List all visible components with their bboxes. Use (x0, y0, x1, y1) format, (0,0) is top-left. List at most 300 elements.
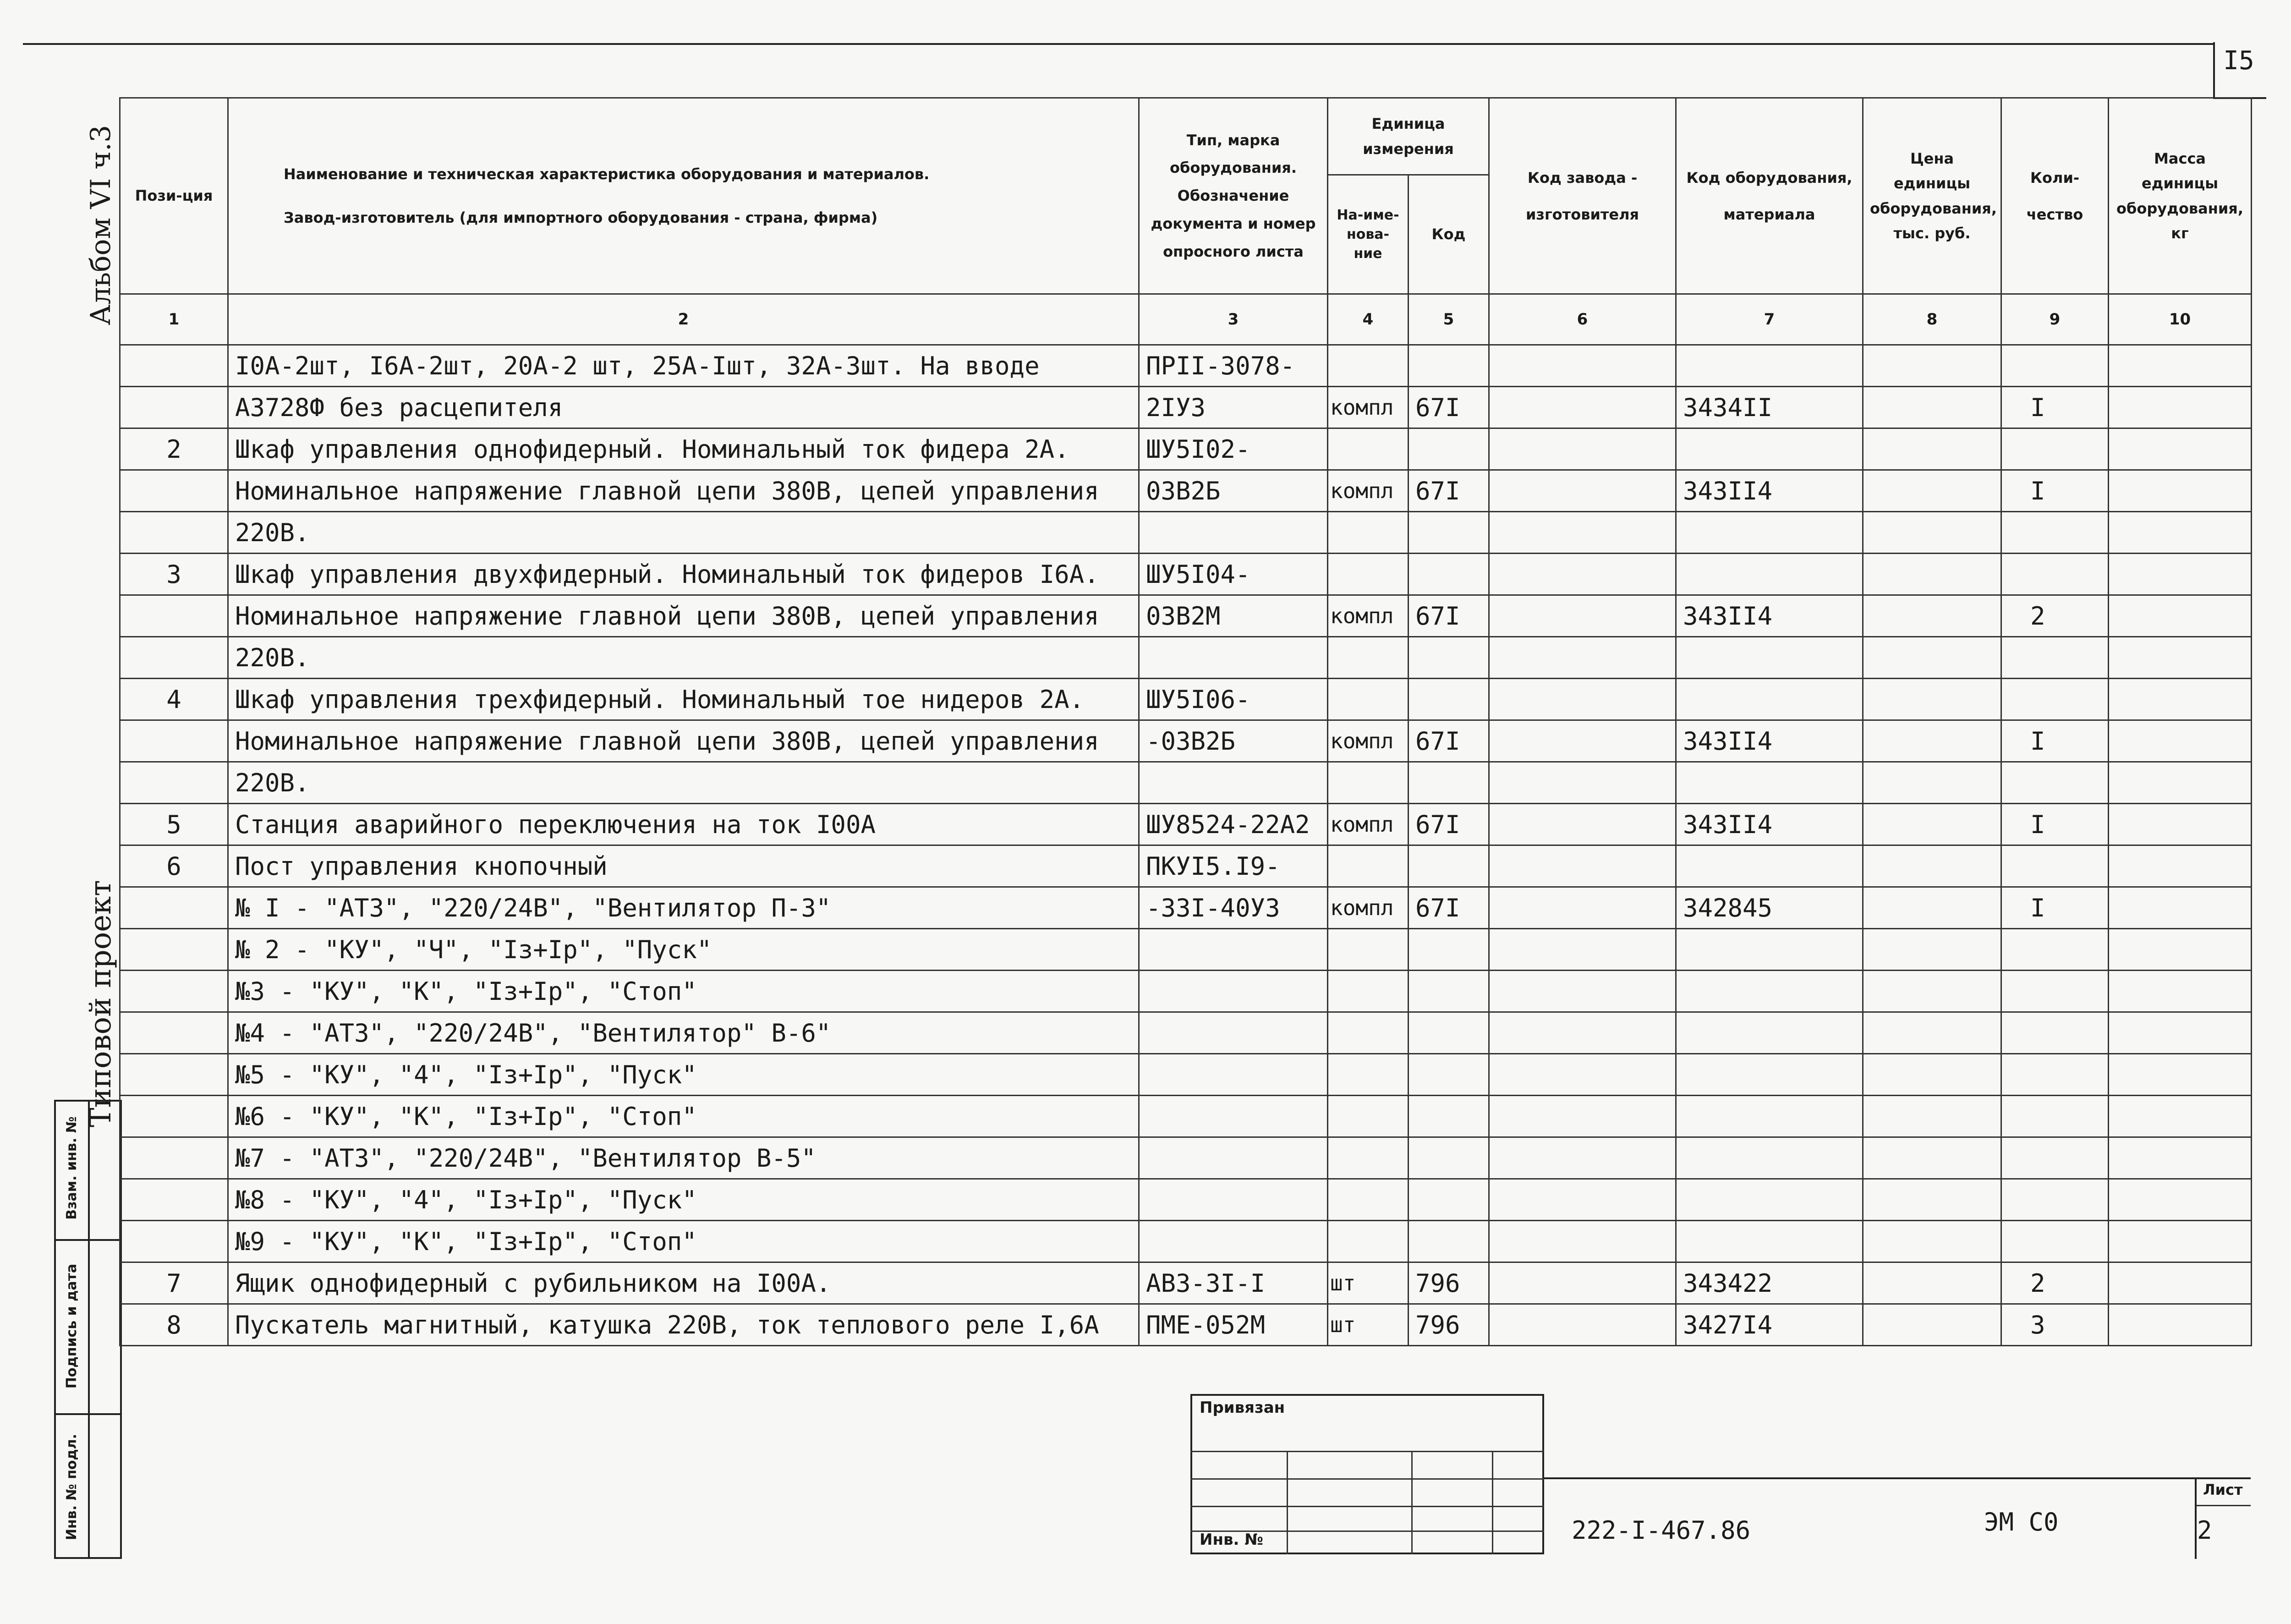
unit-code-cell (1409, 1012, 1489, 1054)
qty-cell: I (2001, 887, 2109, 929)
mass-cell (2109, 387, 2252, 428)
type-cell (1139, 1179, 1328, 1221)
type-cell (1139, 971, 1328, 1012)
table-row (120, 887, 2252, 929)
table-row (120, 971, 2252, 1012)
header-mass: Масса единицы оборудования, кг (2109, 98, 2252, 294)
type-cell: ПКУI5.I9- (1139, 845, 1328, 887)
table-row (120, 679, 2252, 720)
header-unit-name: На-име-нова-ние (1328, 175, 1409, 294)
plant-code-cell (1489, 887, 1676, 929)
equip-code-cell (1676, 1179, 1863, 1221)
equip-code-cell: 342845 (1676, 887, 1863, 929)
plant-code-cell (1489, 720, 1676, 762)
name-cell: Ящик однофидерный с рубильником на I00А. (228, 1262, 1139, 1304)
position-cell (120, 345, 228, 387)
unit-name-cell (1328, 345, 1409, 387)
unit-name-cell (1328, 1221, 1409, 1262)
price-cell (1863, 512, 2001, 554)
qty-cell (2001, 512, 2109, 554)
header-price: Цена единицы оборудования, тыс. руб. (1863, 98, 2001, 294)
mass-cell (2109, 637, 2252, 679)
type-cell (1139, 1096, 1328, 1137)
price-cell (1863, 720, 2001, 762)
qty-cell (2001, 929, 2109, 971)
col-number: 2 (228, 294, 1139, 345)
name-cell: № I - "АТЗ", "220/24В", "Вентилятор П-3" (228, 887, 1139, 929)
name-cell: Станция аварийного переключения на ток I00А (228, 804, 1139, 845)
qty-cell (2001, 1012, 2109, 1054)
mass-cell (2109, 1221, 2252, 1262)
qty-cell (2001, 637, 2109, 679)
mass-cell (2109, 804, 2252, 845)
plant-code-cell (1489, 554, 1676, 595)
col-number: 1 (120, 294, 228, 345)
table-row (120, 1054, 2252, 1096)
type-cell: 2IУ3 (1139, 387, 1328, 428)
type-cell (1139, 1221, 1328, 1262)
name-cell: Номинальное напряжение главной цепи 380В, цепей управления (228, 470, 1139, 512)
qty-cell (2001, 345, 2109, 387)
mass-cell (2109, 345, 2252, 387)
unit-code-cell (1409, 929, 1489, 971)
plant-code-cell (1489, 762, 1676, 804)
specification-table (119, 97, 2252, 1346)
equip-code-cell (1676, 1096, 1863, 1137)
price-cell (1863, 1137, 2001, 1179)
unit-name-cell: компл (1328, 387, 1409, 428)
type-cell (1139, 929, 1328, 971)
unit-code-cell: 796 (1409, 1304, 1489, 1346)
bound-label: Привязан (1200, 1399, 1285, 1417)
plant-code-cell (1489, 971, 1676, 1012)
unit-code-cell (1409, 1221, 1489, 1262)
type-cell: -33I-40У3 (1139, 887, 1328, 929)
plant-code-cell (1489, 1137, 1676, 1179)
equip-code-cell (1676, 512, 1863, 554)
unit-code-cell: 796 (1409, 1262, 1489, 1304)
plant-code-cell (1489, 470, 1676, 512)
name-cell: 220В. (228, 762, 1139, 804)
unit-name-cell (1328, 762, 1409, 804)
unit-code-cell (1409, 554, 1489, 595)
type-cell: -03В2Б (1139, 720, 1328, 762)
qty-cell: I (2001, 720, 2109, 762)
mass-cell (2109, 845, 2252, 887)
header-equip-code: Код оборудования, материала (1676, 98, 1863, 294)
name-cell: 220В. (228, 637, 1139, 679)
plant-code-cell (1489, 1221, 1676, 1262)
unit-code-cell (1409, 679, 1489, 720)
qty-cell: I (2001, 470, 2109, 512)
equip-code-cell (1676, 762, 1863, 804)
qty-cell: I (2001, 804, 2109, 845)
table-row (120, 762, 2252, 804)
header-qty: Коли-чество (2001, 98, 2109, 294)
qty-cell (2001, 1137, 2109, 1179)
unit-name-cell: компл (1328, 470, 1409, 512)
name-cell: №7 - "АТЗ", "220/24В", "Вентилятор В-5" (228, 1137, 1139, 1179)
inv-orig-label: Инв. № подл. (64, 1433, 80, 1541)
position-cell (120, 971, 228, 1012)
table-row (120, 428, 2252, 470)
mass-cell (2109, 1054, 2252, 1096)
name-cell: №9 - "КУ", "К", "Iз+Iр", "Стоп" (228, 1221, 1139, 1262)
document-designation: 222-I-467.86 (1572, 1516, 1751, 1545)
plant-code-cell (1489, 845, 1676, 887)
position-cell (120, 887, 228, 929)
table-row (120, 1262, 2252, 1304)
equip-code-cell (1676, 845, 1863, 887)
plant-code-cell (1489, 1012, 1676, 1054)
equip-code-cell (1676, 637, 1863, 679)
plant-code-cell (1489, 1304, 1676, 1346)
position-cell: 5 (120, 804, 228, 845)
plant-code-cell (1489, 804, 1676, 845)
qty-cell: 2 (2001, 595, 2109, 637)
position-cell (120, 1012, 228, 1054)
unit-name-cell (1328, 637, 1409, 679)
unit-name-cell (1328, 1137, 1409, 1179)
position-cell (120, 1179, 228, 1221)
price-cell (1863, 1304, 2001, 1346)
equip-code-cell: 343II4 (1676, 804, 1863, 845)
name-cell: №4 - "АТЗ", "220/24В", "Вентилятор" В-6" (228, 1012, 1139, 1054)
mass-cell (2109, 1096, 2252, 1137)
equip-code-cell (1676, 929, 1863, 971)
mass-cell (2109, 470, 2252, 512)
col-number: 9 (2001, 294, 2109, 345)
unit-code-cell (1409, 512, 1489, 554)
position-cell (120, 1054, 228, 1096)
inv-number-label: Инв. № (1200, 1531, 1264, 1549)
price-cell (1863, 804, 2001, 845)
price-cell (1863, 1096, 2001, 1137)
top-rule (23, 43, 2213, 45)
table-row (120, 1012, 2252, 1054)
unit-code-cell (1409, 1096, 1489, 1137)
type-cell: 03В2Б (1139, 470, 1328, 512)
header-name (228, 98, 1139, 294)
type-cell (1139, 637, 1328, 679)
unit-name-cell (1328, 1096, 1409, 1137)
unit-code-cell: 67I (1409, 470, 1489, 512)
name-cell: Шкаф управления трехфидерный. Номинальный тое нидеров 2А. (228, 679, 1139, 720)
price-cell (1863, 345, 2001, 387)
type-cell (1139, 1137, 1328, 1179)
table-row (120, 1137, 2252, 1179)
header-type: Тип, марка оборудования. Обозначение документа и номер опросного листа (1139, 98, 1328, 294)
type-cell (1139, 1054, 1328, 1096)
name-cell: №8 - "КУ", "4", "Iз+Iр", "Пуск" (228, 1179, 1139, 1221)
unit-code-cell: 67I (1409, 595, 1489, 637)
plant-code-cell (1489, 1096, 1676, 1137)
unit-code-cell: 67I (1409, 804, 1489, 845)
position-cell: 8 (120, 1304, 228, 1346)
header-name-line2: Завод-изготовитель (для импортного оборудования - страна, фирма) (284, 208, 878, 226)
header-plant-code: Код завода - изготовителя (1489, 98, 1676, 294)
mass-cell (2109, 512, 2252, 554)
qty-cell: I (2001, 387, 2109, 428)
name-cell: Шкаф управления однофидерный. Номинальный ток фидера 2А. (228, 428, 1139, 470)
plant-code-cell (1489, 512, 1676, 554)
header-unit: Единица измерения (1328, 98, 1489, 175)
price-cell (1863, 387, 2001, 428)
table-row (120, 554, 2252, 595)
position-cell (120, 470, 228, 512)
equip-code-cell: 343II4 (1676, 595, 1863, 637)
table-row (120, 345, 2252, 387)
type-cell: ШУ8524-22А2 (1139, 804, 1328, 845)
name-cell: 220В. (228, 512, 1139, 554)
position-cell (120, 1096, 228, 1137)
col-number: 5 (1409, 294, 1489, 345)
position-cell (120, 595, 228, 637)
unit-name-cell: компл (1328, 595, 1409, 637)
col-number: 7 (1676, 294, 1863, 345)
qty-cell (2001, 1054, 2109, 1096)
unit-code-cell (1409, 1179, 1489, 1221)
unit-code-cell (1409, 762, 1489, 804)
position-cell: 2 (120, 428, 228, 470)
unit-code-cell (1409, 345, 1489, 387)
plant-code-cell (1489, 1262, 1676, 1304)
mass-cell (2109, 929, 2252, 971)
table-row (120, 1179, 2252, 1221)
col-number: 4 (1328, 294, 1409, 345)
equip-code-cell: 343II4 (1676, 470, 1863, 512)
unit-code-cell (1409, 1137, 1489, 1179)
price-cell (1863, 971, 2001, 1012)
col-number: 6 (1489, 294, 1676, 345)
qty-cell (2001, 428, 2109, 470)
header-position: Пози-ция (120, 98, 228, 294)
plant-code-cell (1489, 679, 1676, 720)
equip-code-cell (1676, 971, 1863, 1012)
position-cell (120, 762, 228, 804)
equip-code-cell (1676, 1054, 1863, 1096)
position-cell (120, 929, 228, 971)
type-cell (1139, 1012, 1328, 1054)
mass-cell (2109, 887, 2252, 929)
unit-name-cell: шт (1328, 1262, 1409, 1304)
mass-cell (2109, 1304, 2252, 1346)
position-cell (120, 387, 228, 428)
table-row (120, 595, 2252, 637)
price-cell (1863, 679, 2001, 720)
position-cell: 4 (120, 679, 228, 720)
name-cell: I0А-2шт, I6А-2шт, 20А-2 шт, 25А-Iшт, 32А-3шт. На вводе (228, 345, 1139, 387)
name-cell: Шкаф управления двухфидерный. Номинальный ток фидеров I6А. (228, 554, 1139, 595)
mass-cell (2109, 1137, 2252, 1179)
unit-name-cell: компл (1328, 804, 1409, 845)
price-cell (1863, 1221, 2001, 1262)
unit-name-cell (1328, 929, 1409, 971)
position-cell (120, 637, 228, 679)
plant-code-cell (1489, 428, 1676, 470)
equip-code-cell (1676, 1137, 1863, 1179)
price-cell (1863, 1054, 2001, 1096)
price-cell (1863, 887, 2001, 929)
mass-cell (2109, 1012, 2252, 1054)
unit-name-cell (1328, 1179, 1409, 1221)
type-cell: ПРII-3078- (1139, 345, 1328, 387)
mass-cell (2109, 428, 2252, 470)
plant-code-cell (1489, 1179, 1676, 1221)
table-row (120, 929, 2252, 971)
header-name-line1: Наименование и техническая характеристика оборудования и материалов. (284, 165, 930, 183)
name-cell: Номинальное напряжение главной цепи 380В, цепей управления (228, 720, 1139, 762)
unit-code-cell (1409, 428, 1489, 470)
table-row (120, 637, 2252, 679)
mass-cell (2109, 679, 2252, 720)
position-cell: 6 (120, 845, 228, 887)
name-cell: №5 - "КУ", "4", "Iз+Iр", "Пуск" (228, 1054, 1139, 1096)
name-cell: А3728Ф без расцепителя (228, 387, 1139, 428)
mass-cell (2109, 554, 2252, 595)
project-type-label: Типовой проект (84, 880, 118, 1127)
type-cell: ШУ5I02- (1139, 428, 1328, 470)
price-cell (1863, 929, 2001, 971)
price-cell (1863, 428, 2001, 470)
type-cell (1139, 762, 1328, 804)
table-row (120, 720, 2252, 762)
unit-code-cell (1409, 845, 1489, 887)
unit-name-cell (1328, 512, 1409, 554)
mass-cell (2109, 720, 2252, 762)
mass-cell (2109, 971, 2252, 1012)
mass-cell (2109, 595, 2252, 637)
plant-code-cell (1489, 387, 1676, 428)
qty-cell (2001, 762, 2109, 804)
type-cell (1139, 512, 1328, 554)
mass-cell (2109, 1179, 2252, 1221)
position-cell (120, 1137, 228, 1179)
position-cell: 3 (120, 554, 228, 595)
table-row (120, 804, 2252, 845)
name-cell: №6 - "КУ", "К", "Iз+Iр", "Стоп" (228, 1096, 1139, 1137)
unit-code-cell (1409, 971, 1489, 1012)
position-cell (120, 512, 228, 554)
equip-code-cell: 343422 (1676, 1262, 1863, 1304)
price-cell (1863, 1012, 2001, 1054)
side-stamp (54, 1100, 122, 1559)
qty-cell (2001, 1096, 2109, 1137)
table-row (120, 845, 2252, 887)
header-unit-code: Код (1409, 175, 1489, 294)
plant-code-cell (1489, 345, 1676, 387)
column-number-row (120, 294, 2252, 345)
unit-name-cell: компл (1328, 887, 1409, 929)
name-cell: Пускатель магнитный, катушка 220В, ток теплового реле I,6А (228, 1304, 1139, 1346)
mass-cell (2109, 1262, 2252, 1304)
album-label: Альбом VI ч.3 (85, 125, 117, 325)
title-block-rule (1544, 1477, 2251, 1479)
unit-name-cell: шт (1328, 1304, 1409, 1346)
price-cell (1863, 470, 2001, 512)
qty-cell (2001, 1179, 2109, 1221)
unit-code-cell (1409, 637, 1489, 679)
equip-code-cell (1676, 554, 1863, 595)
plant-code-cell (1489, 929, 1676, 971)
equip-code-cell: 3427I4 (1676, 1304, 1863, 1346)
qty-cell: 3 (2001, 1304, 2109, 1346)
type-cell: ПМЕ-052М (1139, 1304, 1328, 1346)
type-cell: 03В2М (1139, 595, 1328, 637)
unit-name-cell: компл (1328, 720, 1409, 762)
table-row (120, 1304, 2252, 1346)
unit-name-cell (1328, 1054, 1409, 1096)
name-cell: №3 - "КУ", "К", "Iз+Iр", "Стоп" (228, 971, 1139, 1012)
table-row (120, 512, 2252, 554)
unit-name-cell (1328, 1012, 1409, 1054)
price-cell (1863, 637, 2001, 679)
price-cell (1863, 762, 2001, 804)
unit-code-cell (1409, 1054, 1489, 1096)
unit-name-cell (1328, 971, 1409, 1012)
position-cell: 7 (120, 1262, 228, 1304)
unit-code-cell: 67I (1409, 387, 1489, 428)
qty-cell (2001, 845, 2109, 887)
unit-name-cell (1328, 554, 1409, 595)
equip-code-cell (1676, 345, 1863, 387)
qty-cell (2001, 1221, 2109, 1262)
plant-code-cell (1489, 595, 1676, 637)
col-number: 8 (1863, 294, 2001, 345)
sign-date-label: Подпись и дата (64, 1263, 80, 1389)
equip-code-cell: 343II4 (1676, 720, 1863, 762)
mass-cell (2109, 762, 2252, 804)
unit-name-cell (1328, 845, 1409, 887)
price-cell (1863, 1262, 2001, 1304)
unit-name-cell (1328, 428, 1409, 470)
replace-inv-label: Взам. инв. № (64, 1116, 80, 1220)
plant-code-cell (1489, 1054, 1676, 1096)
price-cell (1863, 1179, 2001, 1221)
unit-name-cell (1328, 679, 1409, 720)
equip-code-cell (1676, 1012, 1863, 1054)
qty-cell: 2 (2001, 1262, 2109, 1304)
equip-code-cell: 3434II (1676, 387, 1863, 428)
qty-cell (2001, 679, 2109, 720)
document-mark: ЭМ С0 (1984, 1508, 2059, 1536)
position-cell (120, 1221, 228, 1262)
price-cell (1863, 554, 2001, 595)
type-cell: АВЗ-3I-I (1139, 1262, 1328, 1304)
sheet-value: 2 (2197, 1516, 2212, 1545)
type-cell: ШУ5I06- (1139, 679, 1328, 720)
unit-code-cell: 67I (1409, 720, 1489, 762)
table-row (120, 1096, 2252, 1137)
table-row (120, 1221, 2252, 1262)
price-cell (1863, 845, 2001, 887)
qty-cell (2001, 971, 2109, 1012)
price-cell (1863, 595, 2001, 637)
equip-code-cell (1676, 1221, 1863, 1262)
position-cell (120, 720, 228, 762)
plant-code-cell (1489, 637, 1676, 679)
equip-code-cell (1676, 428, 1863, 470)
name-cell: Пост управления кнопочный (228, 845, 1139, 887)
col-number: 3 (1139, 294, 1328, 345)
equip-code-cell (1676, 679, 1863, 720)
type-cell: ШУ5I04- (1139, 554, 1328, 595)
table-row (120, 470, 2252, 512)
table-row (120, 387, 2252, 428)
sheet-label: Лист (2203, 1481, 2243, 1498)
name-cell: Номинальное напряжение главной цепи 380В, цепей управления (228, 595, 1139, 637)
col-number: 10 (2109, 294, 2252, 345)
